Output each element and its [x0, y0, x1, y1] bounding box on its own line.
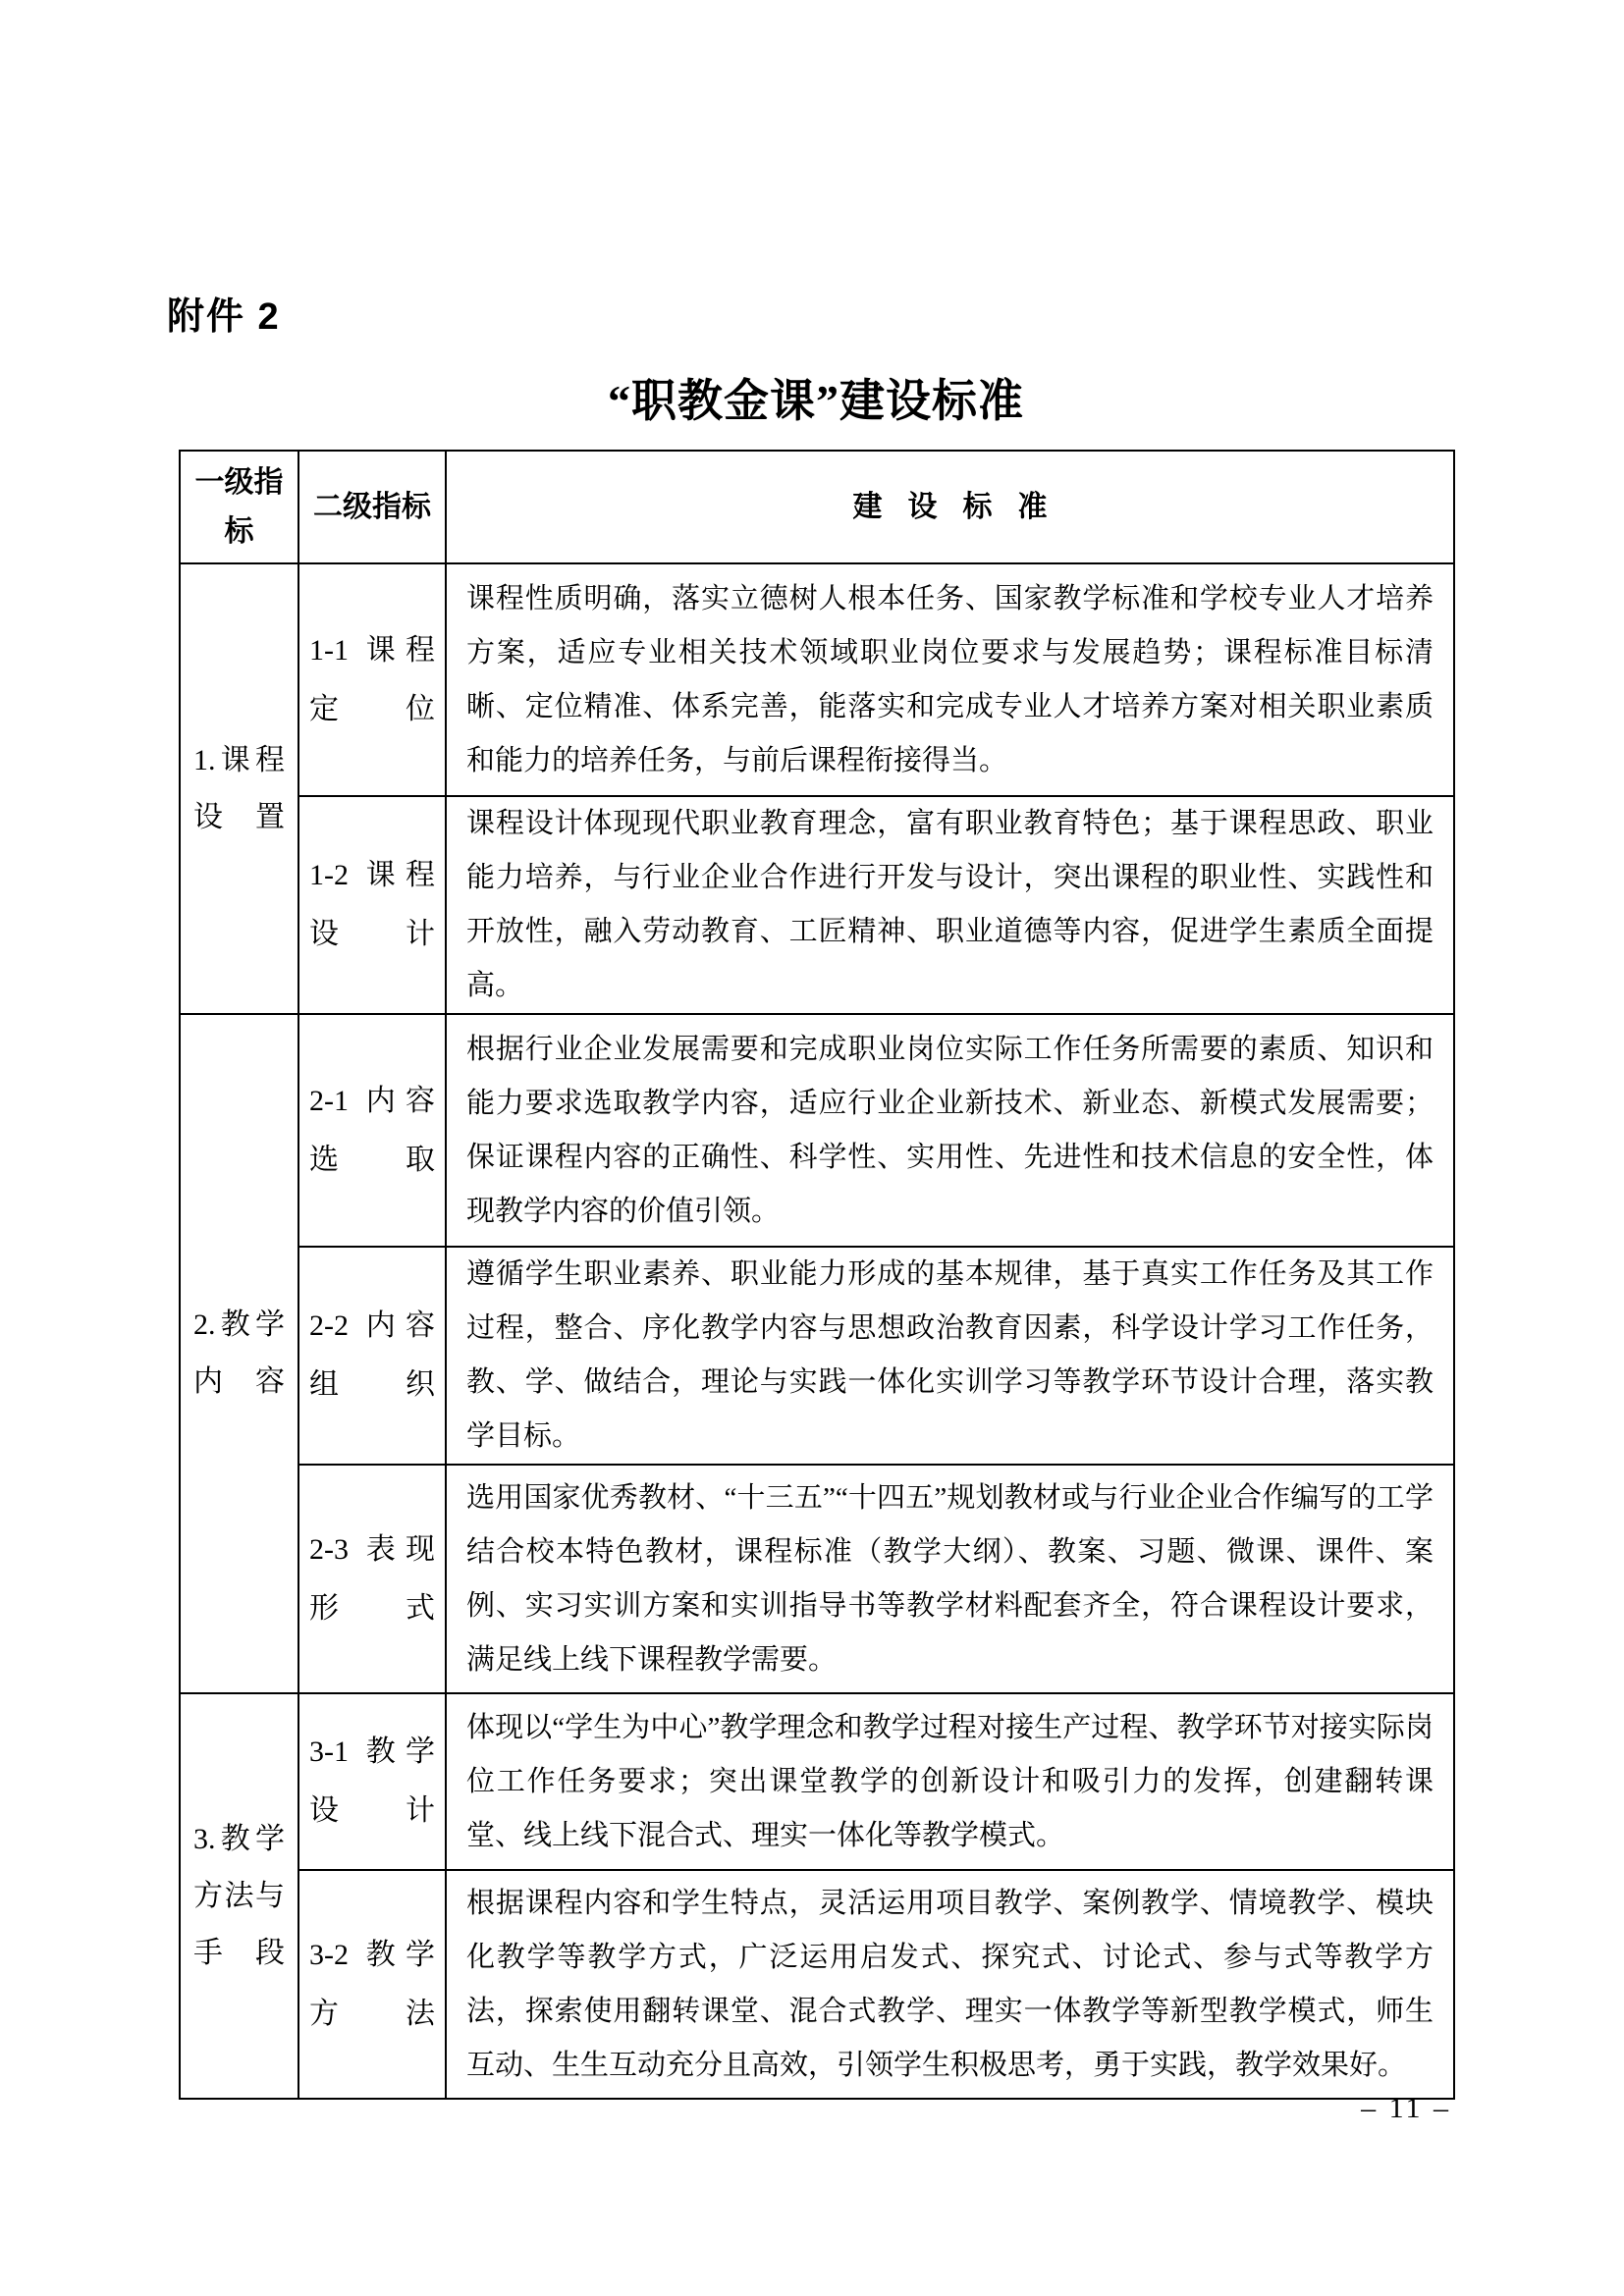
standard-cell-1-1: 课程性质明确，落实立德树人根本任务、国家教学标准和学校专业人才培养方案，适应专业相关技术领域职业岗位要求与发展趋势；课程标准目标清晰、定位精准、体系完善，能落实和完成专业人才培养方案对相关职业素质和能力的培养任务，与前后课程衔接得当。 — [446, 563, 1454, 796]
header-construction-standard: 建设标准 — [446, 451, 1454, 563]
table-row — [180, 1870, 1454, 2099]
level2-cell-1-1: 1-1 课程定位 — [298, 563, 446, 796]
standard-cell-2-1: 根据行业企业发展需要和完成职业岗位实际工作任务所需要的素质、知识和能力要求选取教学内容，适应行业企业新技术、新业态、新模式发展需要；保证课程内容的正确性、科学性、实用性、先进性和技术信息的安全性，体现教学内容的价值引领。 — [446, 1014, 1454, 1247]
level2-cell-1-2: 1-2 课程设计 — [298, 796, 446, 1014]
standard-cell-1-2: 课程设计体现现代职业教育理念，富有职业教育特色；基于课程思政、职业能力培养，与行业企业合作进行开发与设计，突出课程的职业性、实践性和开放性，融入劳动教育、工匠精神、职业道德等内容，促进学生素质全面提高。 — [446, 796, 1454, 1014]
standard-cell-3-1: 体现以“学生为中心”教学理念和教学过程对接生产过程、教学环节对接实际岗位工作任务要求；突出课堂教学的创新设计和吸引力的发挥，创建翻转课堂、线上线下混合式、理实一体化等教学模式。 — [446, 1693, 1454, 1870]
level2-cell-2-3: 2-3 表现形式 — [298, 1465, 446, 1693]
level2-cell-3-1: 3-1 教学设计 — [298, 1693, 446, 1870]
level1-cell-teaching-content: 2.教学内容 — [180, 1014, 298, 1693]
standard-cell-3-2: 根据课程内容和学生特点，灵活运用项目教学、案例教学、情境教学、模块化教学等教学方式，广泛运用启发式、探究式、讨论式、参与式等教学方法，探索使用翻转课堂、混合式教学、理实一体教学等新型教学模式，师生互动、生生互动充分且高效，引领学生积极思考，勇于实践，教学效果好。 — [446, 1870, 1454, 2099]
standards-table — [179, 450, 1455, 2100]
level2-cell-2-2: 2-2 内容组织 — [298, 1247, 446, 1465]
table-row — [180, 1014, 1454, 1247]
level1-cell-teaching-methods: 3.教学方法与手段 — [180, 1693, 298, 2099]
header-level1-indicator: 一级指标 — [180, 451, 298, 563]
standard-cell-2-2: 遵循学生职业素养、职业能力形成的基本规律，基于真实工作任务及其工作过程，整合、序化教学内容与思想政治教育因素，科学设计学习工作任务，教、学、做结合，理论与实践一体化实训学习等教学环节设计合理，落实教学目标。 — [446, 1247, 1454, 1465]
table-row — [180, 563, 1454, 796]
header-level2-indicator: 二级指标 — [298, 451, 446, 563]
standard-cell-2-3: 选用国家优秀教材、“十三五”“十四五”规划教材或与行业企业合作编写的工学结合校本特色教材，课程标准（教学大纲）、教案、习题、微课、课件、案例、实习实训方案和实训指导书等教学材料配套齐全，符合课程设计要求，满足线上线下课程教学需要。 — [446, 1465, 1454, 1693]
table-row — [180, 1693, 1454, 1870]
attachment-label: 附件 2 — [167, 296, 281, 338]
page-title: “职教金课”建设标准 — [608, 376, 1024, 426]
table-row — [180, 1465, 1454, 1693]
page-number: – 11 – — [1361, 2092, 1451, 2124]
table-row — [180, 1247, 1454, 1465]
level1-cell-course-setup: 1.课程设置 — [180, 563, 298, 1014]
level2-cell-3-2: 3-2 教学方法 — [298, 1870, 446, 2099]
table-row — [180, 796, 1454, 1014]
level2-cell-2-1: 2-1 内容选取 — [298, 1014, 446, 1247]
table-header-row — [180, 451, 1454, 563]
